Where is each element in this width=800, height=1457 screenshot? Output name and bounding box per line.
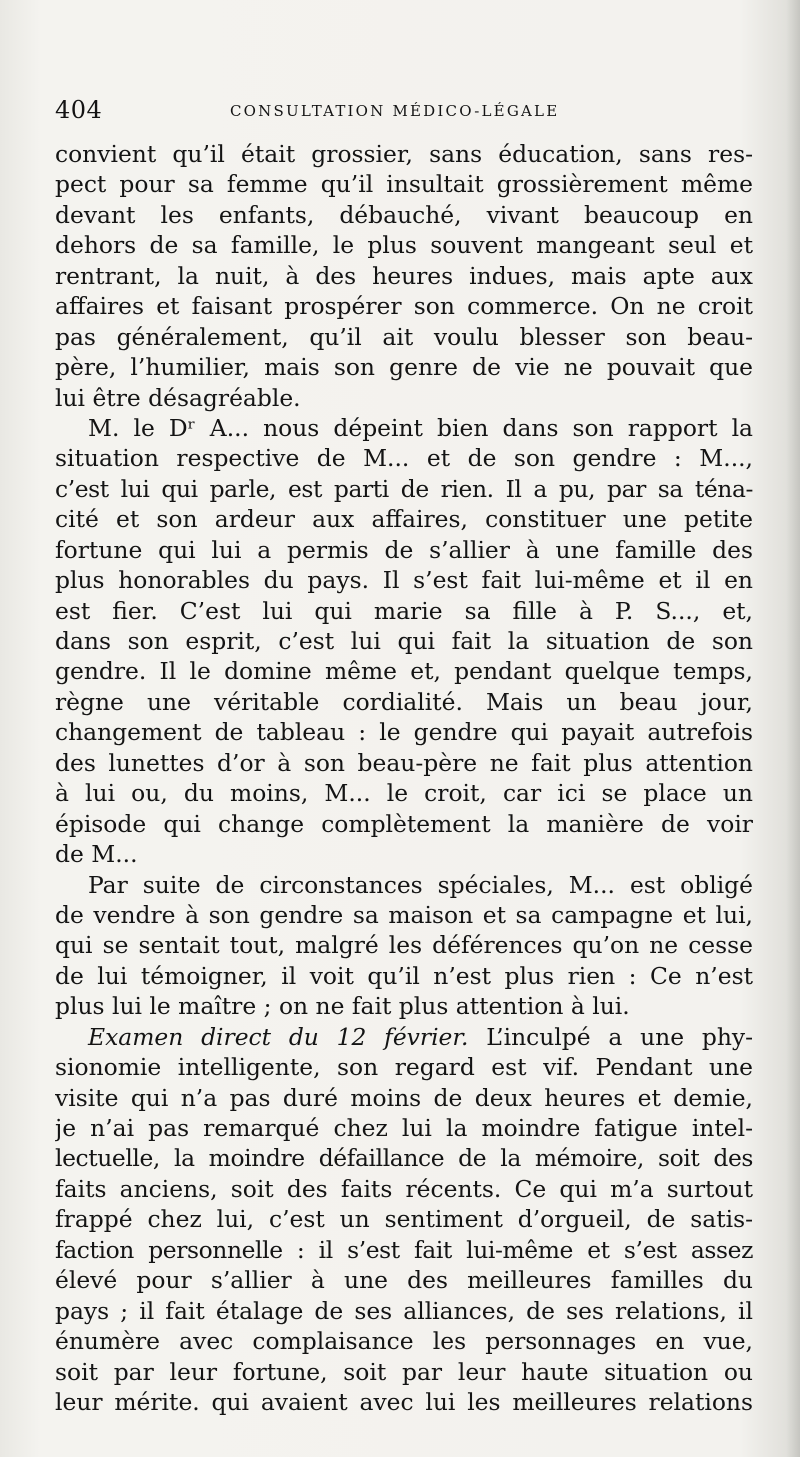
text-line: plus lui le maître ; on ne fait plus attention à lui.: [55, 992, 630, 1021]
text-line: visite qui n’a pas duré moins de deux heures et demie,: [55, 1083, 753, 1112]
text-line: pays ; il fait étalage de ses alliances, de ses relations, il: [55, 1296, 753, 1325]
text-line: lectuelle, la moindre défaillance de la mémoire, soit des: [55, 1144, 753, 1173]
page-number: 404: [55, 96, 103, 124]
text-line: faction personnelle : il s’est fait lui-même et s’est assez: [55, 1235, 753, 1264]
text-line: situation respective de M... et de son gendre : M...,: [55, 444, 753, 473]
text-line: qui se sentait tout, malgré les déférences qu’on ne cesse: [55, 931, 753, 960]
page-edge-shadow: [786, 0, 800, 1457]
italic-heading: Examen direct du 12 février.: [88, 1022, 469, 1051]
text-line: M. le Dʳ A... nous dépeint bien dans son rapport la: [88, 413, 753, 442]
text-line: faits anciens, soit des faits récents. Ce qui m’a surtout: [55, 1174, 753, 1203]
text-line: c’est lui qui parle, est parti de rien. Il a pu, par sa téna-: [55, 474, 753, 503]
text-line: des lunettes d’or à son beau-père ne fait plus attention: [55, 748, 753, 777]
page-header: [55, 96, 750, 126]
text-line: changement de tableau : le gendre qui payait autrefois: [55, 718, 753, 747]
text-line: gendre. Il le domine même et, pendant quelque temps,: [55, 657, 753, 686]
text-line-with-italic-heading: [55, 1022, 753, 1052]
text-line: pect pour sa femme qu’il insultait grossièrement même: [55, 170, 753, 199]
body-text: [55, 139, 753, 1417]
text-line: dans son esprit, c’est lui qui fait la situation de son: [55, 627, 753, 655]
text-line: convient qu’il était grossier, sans éducation, sans res-: [55, 140, 753, 168]
text-line: fortune qui lui a permis de s’allier à une famille des: [55, 535, 753, 564]
text-line: règne une véritable cordialité. Mais un beau jour,: [55, 687, 753, 716]
text-line: dehors de sa famille, le plus souvent mangeant seul et: [55, 231, 753, 260]
text-line: je n’ai pas remarqué chez lui la moindre fatigue intel-: [55, 1114, 753, 1142]
text-line: père, l’humilier, mais son genre de vie ne pouvait que: [55, 353, 753, 382]
text-line: lui être désagréable.: [55, 383, 301, 412]
text-line: pas généralement, qu’il ait voulu blesser son beau-: [55, 322, 753, 351]
text-line: est fier. C’est lui qui marie sa fille à P. S..., et,: [55, 596, 753, 625]
text-line: sionomie intelligente, son regard est vif. Pendant une: [55, 1053, 753, 1082]
text-line: plus honorables du pays. Il s’est fait lui-même et il en: [55, 566, 753, 595]
text-line: frappé chez lui, c’est un sentiment d’orgueil, de satis-: [55, 1205, 753, 1234]
text-line: devant les enfants, débauché, vivant beaucoup en: [55, 200, 753, 229]
text-line: cité et son ardeur aux affaires, constituer une petite: [55, 505, 753, 534]
text-line: Par suite de circonstances spéciales, M... est obligé: [88, 870, 753, 899]
text-line: de M...: [55, 840, 138, 869]
text-line: de lui témoigner, il voit qu’il n’est plus rien : Ce n’est: [55, 961, 753, 990]
text-line: épisode qui change complètement la manière de voir: [55, 809, 753, 838]
running-head: CONSULTATION MÉDICO-LÉGALE: [230, 102, 560, 120]
text-line: leur mérite. qui avaient avec lui les meilleures relations: [55, 1387, 753, 1416]
text-line: soit par leur fortune, soit par leur haute situation ou: [55, 1357, 753, 1386]
text-line: élevé pour s’allier à une des meilleures familles du: [55, 1266, 753, 1295]
text-line: rentrant, la nuit, à des heures indues, mais apte aux: [55, 261, 753, 290]
text-line: à lui ou, du moins, M... le croit, car ici se place un: [55, 779, 753, 808]
text-line: de vendre à son gendre sa maison et sa campagne et lui,: [55, 900, 753, 929]
text-line: énumère avec complaisance les personnages en vue,: [55, 1327, 753, 1356]
text-line-rest: L’inculpé a une phy-: [486, 1022, 753, 1051]
text-line: affaires et faisant prospérer son commerce. On ne croit: [55, 292, 753, 321]
